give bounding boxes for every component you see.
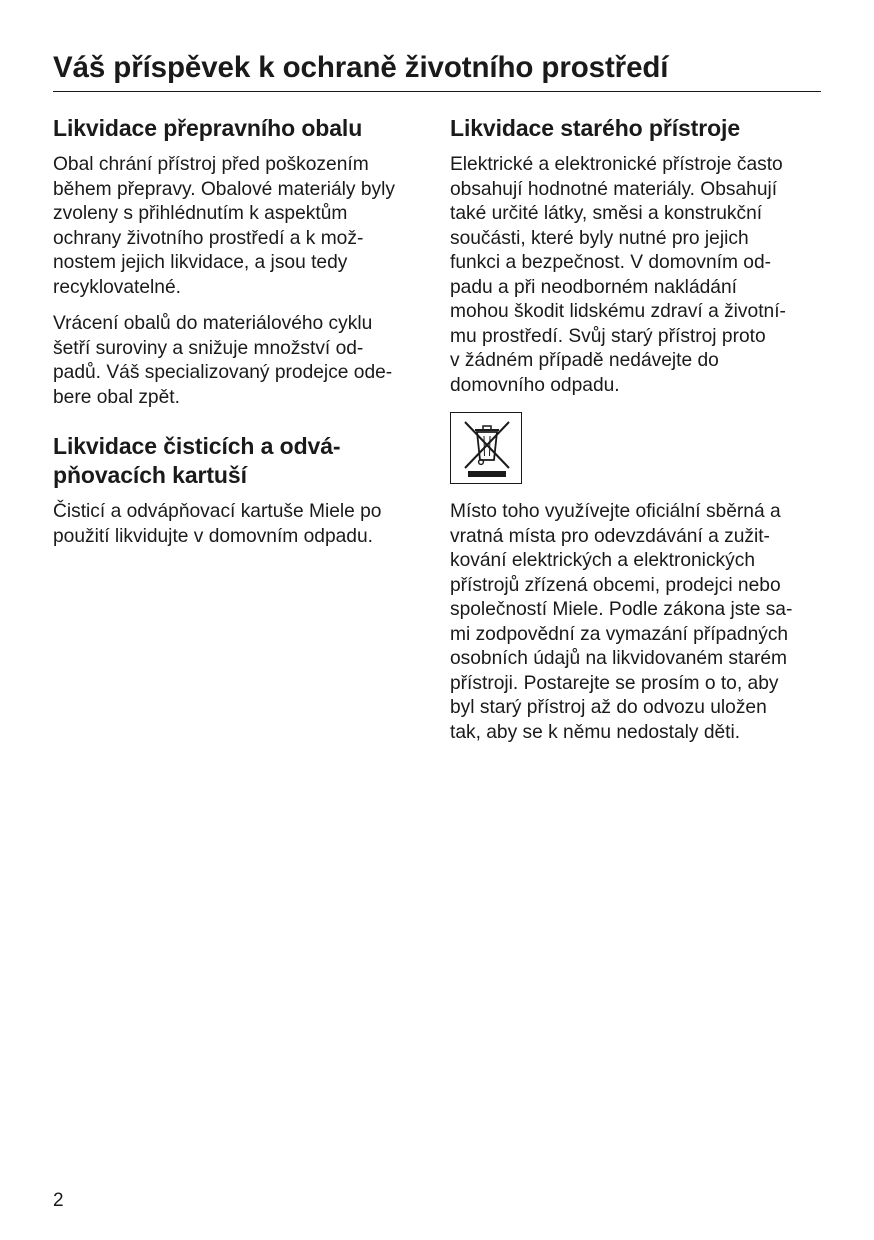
left-column <box>53 110 433 549</box>
paragraph-collection-points: Místo toho využívejte oficiální sběrná a vratná místa pro odevzdávání a zužit- kování elektrických a elektronických přístrojů zřízená obcemi, prodejci nebo společností Miele. Podle zákona jste sa- mi zodpovědní za vymazání případných osobních údajů na likvidovaném starém přístroji. Postarejte se prosím o to, aby byl starý přístroj až do odvozu uložen tak, aby se k němu nedostaly děti. <box>450 501 793 743</box>
paragraph-packaging-recycling: Vrácení obalů do materiálového cyklu šetří suroviny a snižuje množství od- padů. Váš specializovaný prodejce ode- bere obal zpět. <box>53 313 393 408</box>
heading-packaging-disposal: Likvidace přepravního obalu <box>53 115 363 141</box>
title-divider <box>53 91 821 92</box>
right-column <box>450 110 830 745</box>
paragraph-packaging-protection: Obal chrání přístroj před poškozením během přepravy. Obalové materiály byly zvoleny s přihlédnutím k aspektům ochrany životního prostředí a k mož- nostem jejich likvidace, a jsou tedy recyklovatelné. <box>53 154 395 298</box>
heading-old-appliance-disposal: Likvidace starého přístroje <box>450 115 741 141</box>
page-title: Váš příspěvek k ochraně životního prostředí <box>53 51 669 84</box>
paragraph-cartridge-disposal: Čisticí a odvápňovací kartuše Miele po použití likvidujte v domovním odpadu. <box>53 501 382 547</box>
paragraph-appliance-materials: Elektrické a elektronické přístroje často obsahují hodnotné materiály. Obsahují také určité látky, směsi a konstrukční součásti, které byly nutné pro jejich funkci a bezpečnost. V domovním od- padu a při neodborném nakládání mohou škodit lidskému zdraví a životní- mu prostředí. Svůj starý přístroj proto v žádném případě nedávejte do domovního odpadu. <box>450 154 786 396</box>
page-number: 2 <box>53 1190 64 1211</box>
heading-cartridge-disposal: Likvidace čisticích a odvá- pňovacích kartuší <box>53 433 341 488</box>
crossed-out-wheeled-bin-icon <box>450 412 522 484</box>
